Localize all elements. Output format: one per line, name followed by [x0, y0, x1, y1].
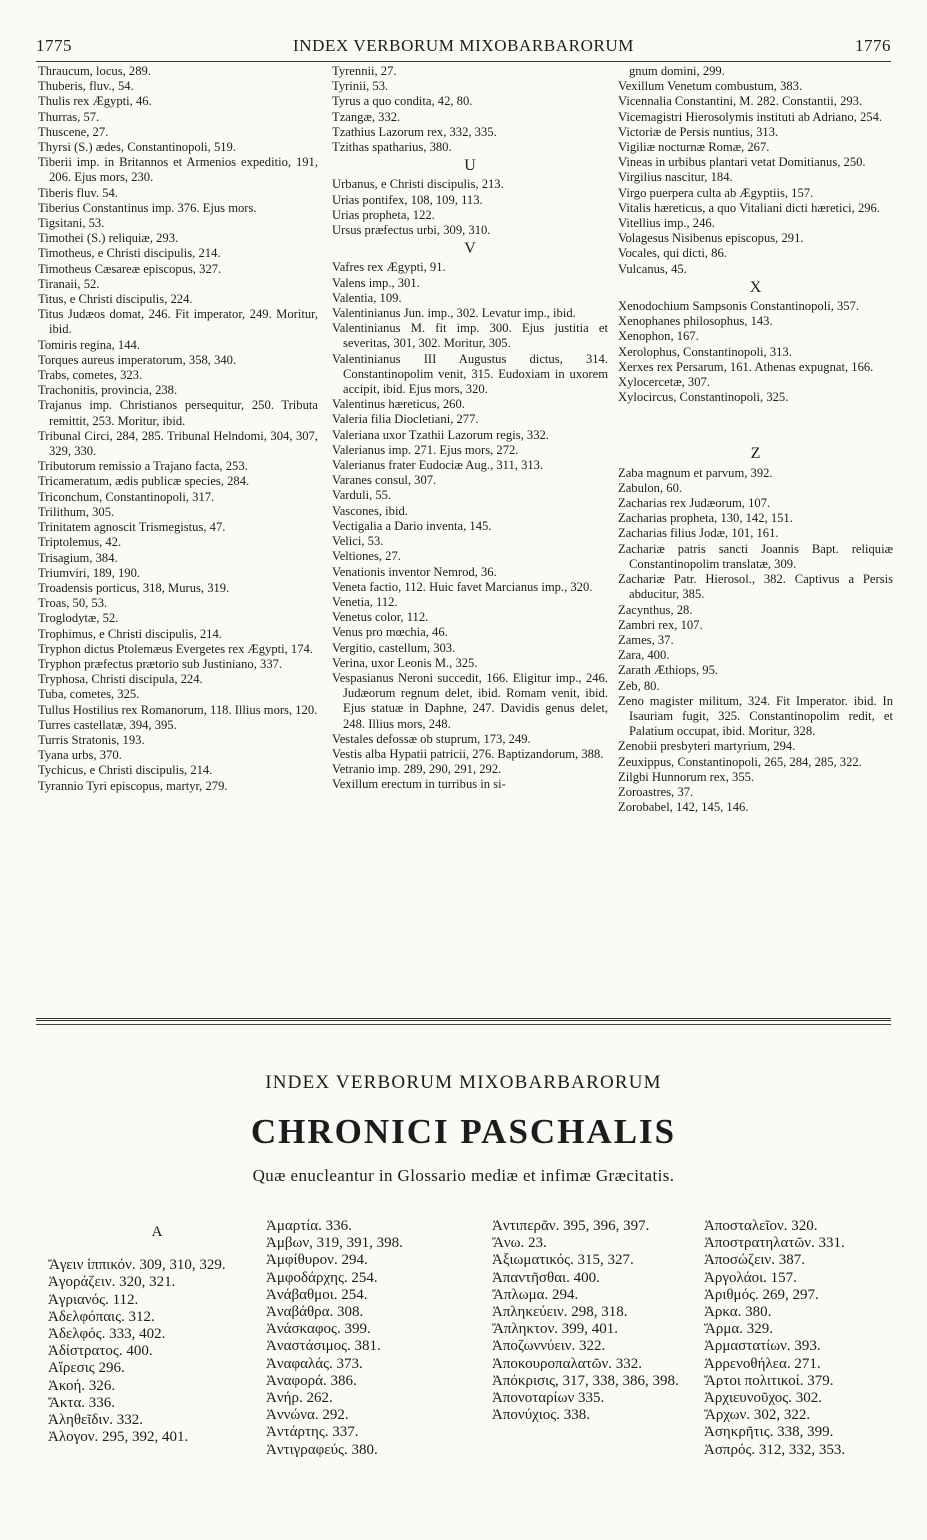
greek-entry: Ἀποζωννύειν. 322. [492, 1338, 606, 1355]
index-entry: Trophimus, e Christi discipulis, 214. [38, 626, 222, 641]
index-entry: Virgo puerpera culta ab Ægyptiis, 157. [618, 185, 814, 200]
index-entry: Tyrannio Tyri episcopus, martyr, 279. [38, 778, 228, 793]
index-entry: Venetus color, 112. [332, 610, 429, 625]
index-entry: Tiberis fluv. 54. [38, 185, 118, 200]
index-entry: Vexillum erectum in turribus in si- [332, 777, 506, 792]
index-entry: Turres castellatæ, 394, 395. [38, 717, 177, 732]
index-entry: Tiranaii, 52. [38, 276, 100, 291]
index-entry: Zoroastres, 37. [618, 784, 694, 799]
greek-entry: Ἀναφορά. 386. [266, 1372, 357, 1389]
index-entry: Troadensis porticus, 318, Murus, 319. [38, 580, 230, 595]
header-rule [36, 61, 891, 62]
index-entry: Venationis inventor Nemrod, 36. [332, 564, 497, 579]
index-entry: Vitellius imp., 246. [618, 216, 715, 231]
running-title: INDEX VERBORUM MIXOBARBARORUM [292, 36, 635, 55]
index-entry: Trachonitis, provincia, 238. [38, 383, 178, 398]
greek-entry: Ἀρχιευνοῦχος. 302. [704, 1390, 822, 1407]
greek-entry: Ἄνω. 23. [492, 1235, 547, 1252]
index-entry: Xenophon, 167. [618, 329, 699, 344]
greek-entry: Ἀξιωματικός. 315, 327. [492, 1252, 634, 1269]
index-entry: Urias propheta, 122. [332, 207, 435, 222]
index-entry: Trabs, cometes, 323. [38, 368, 143, 383]
index-entry: Vetranio imp. 289, 290, 291, 292. [332, 762, 502, 777]
index-entry: Ursus præfectus urbi, 309, 310. [332, 223, 491, 238]
index-entry: Tribunal Circi, 284, 285. Tribunal Helndomi, 304, 307, 329, 330. [38, 428, 318, 459]
section-title: CHRONICI PASCHALIS [250, 1112, 677, 1151]
greek-entry: Ἄρτοι πολιτικοί. 379. [704, 1372, 834, 1389]
index-entry: Tyrinii, 53. [332, 79, 389, 94]
index-entry: Vigiliæ nocturnæ Romæ, 267. [618, 140, 770, 155]
index-entry: Tiberii imp. in Britannos et Armenios expeditio, 191, 206. Ejus mors, 230. [38, 155, 318, 185]
index-entry: Troglodytæ, 52. [38, 611, 119, 626]
index-column-2 [328, 64, 614, 1002]
index-entry: Vascones, ibid. [332, 503, 408, 518]
greek-entry: Ἀνάβαθμοι. 254. [266, 1286, 368, 1303]
index-entry: Vitalis hæreticus, a quo Vitaliani dicti hæretici, 296. [618, 200, 880, 215]
index-entry: Venetia, 112. [332, 594, 398, 609]
greek-entry: Ἀνήρ. 262. [266, 1390, 333, 1407]
greek-index-columns [48, 1218, 898, 1518]
index-entry: Tzathius Lazorum rex, 332, 335. [332, 124, 497, 139]
greek-entry: Ἀδελφός. 333, 402. [48, 1326, 166, 1343]
index-entry: Xenodochium Sampsonis Constantinopoli, 357. [618, 299, 860, 314]
index-entry: Zacharias rex Judæorum, 107. [618, 496, 771, 511]
greek-entry: Ἀπονοταρίων 335. [492, 1390, 605, 1407]
page-number-right: 1776 [854, 36, 891, 55]
index-entry: Trisagium, 384. [38, 550, 118, 565]
section-letter-x: X [749, 278, 762, 296]
greek-entry: Ἀναστάσιμος. 381. [266, 1338, 381, 1355]
greek-entry: Ἀνάσκαφος. 399. [266, 1321, 371, 1338]
greek-entry: Ἀρμαστατίων. 393. [704, 1338, 821, 1355]
index-entry: Zacharias filius Jodæ, 101, 161. [618, 526, 779, 541]
index-entry: Zilgbi Hunnorum rex, 355. [618, 769, 755, 784]
index-entry: Trajanus imp. Christianos persequitur, 250. Tributa remittit, 253. Moritur, ibid. [38, 398, 318, 428]
greek-entry: Ἀγοράζειν. 320, 321. [48, 1274, 176, 1291]
index-entry: Valens imp., 301. [332, 275, 420, 290]
greek-entry: Ἀδίστρατος. 400. [48, 1343, 153, 1360]
greek-entry: Ἀπαντῆσθαι. 400. [492, 1269, 600, 1286]
index-entry: Zorobabel, 142, 145, 146. [618, 800, 749, 815]
greek-entry: Ἀμφίθυρον. 294. [266, 1252, 368, 1269]
index-entry: Vocales, qui dicti, 86. [618, 246, 727, 261]
index-entry: Timothei (S.) reliquiæ, 293. [38, 231, 179, 246]
greek-entry: Ἀννώνα. 292. [266, 1407, 349, 1424]
greek-entry: Ἀπόκρισις, 317, 338, 386, 398. [492, 1372, 679, 1389]
greek-entry: Ἀντιγραφεύς. 380. [266, 1441, 378, 1458]
greek-entry: Ἀλογον. 295, 392, 401. [48, 1429, 189, 1446]
index-entry: Valentinianus M. fit imp. 300. Ejus justitia et severitas, 301, 302. Moritur, 305. [332, 321, 608, 351]
greek-entry: Ἀργολάοι. 157. [704, 1269, 797, 1286]
greek-entry: Ἀπονύχιος. 338. [492, 1407, 590, 1424]
index-entry: Thulis rex Ægypti, 46. [38, 94, 152, 109]
index-entry: Triconchum, Constantinopoli, 317. [38, 489, 215, 504]
index-entry: Verina, uxor Leonis M., 325. [332, 655, 478, 670]
index-entry: Urias pontifex, 108, 109, 113. [332, 192, 483, 207]
index-entry: Vineas in urbibus plantari vetat Domitianus, 250. [618, 155, 866, 170]
index-entry: Victoriæ de Persis nuntius, 313. [618, 124, 779, 139]
index-entry: Virgilius nascitur, 184. [618, 170, 733, 185]
index-entry: Zabulon, 60. [618, 480, 683, 495]
greek-entry: Ἀκοή. 326. [48, 1377, 116, 1394]
index-entry: Vicennalia Constantini, M. 282. Constantii, 293. [618, 94, 863, 109]
index-entry: Zachariæ patris sancti Joannis Bapt. reliquiæ Constantinopolim translatæ, 309. [618, 541, 893, 571]
index-entry: Tomiris regina, 144. [38, 337, 140, 352]
index-entry: Volagesus Nisibenus episcopus, 291. [618, 231, 804, 246]
index-entry: Varduli, 55. [332, 488, 392, 503]
index-entry: Tricameratum, ædis publicæ species, 284. [38, 474, 250, 489]
index-entry: Tzithas spatharius, 380. [332, 140, 452, 155]
section-letter-v: V [464, 240, 476, 258]
index-entry: Troas, 50, 53. [38, 596, 108, 611]
index-entry: Triumviri, 189, 190. [38, 565, 141, 580]
index-entry: Tzangæ, 332. [332, 109, 401, 124]
index-entry: Urbanus, e Christi discipulis, 213. [332, 177, 504, 192]
index-entry: Zeno magister militum, 324. Fit Imperator. ibid. In Isauriam fugit, 325. Constantinopolim redit, et Palatium occupat, ibid. Moritur, 328. [618, 693, 893, 739]
greek-column-3 [492, 1218, 704, 1518]
index-entry: Xenophanes philosophus, 143. [618, 314, 773, 329]
index-entry: Tuba, cometes, 325. [38, 687, 140, 702]
index-entry: Valeria filia Diocletiani, 277. [332, 412, 479, 427]
greek-entry: Αἵρεσις 296. [48, 1360, 125, 1377]
section-letter-u: U [464, 157, 476, 175]
page-number-left: 1775 [36, 36, 72, 55]
index-entry: Trinitatem agnoscit Trismegistus, 47. [38, 520, 226, 535]
index-entry: Triptolemus, 42. [38, 535, 122, 550]
index-entry: Tullus Hostilius rex Romanorum, 118. Illius mors, 120. [38, 702, 318, 717]
index-entry: Zeuxippus, Constantinopoli, 265, 284, 285, 322. [618, 754, 862, 769]
index-entry: Varanes consul, 307. [332, 473, 437, 488]
index-entry: Xylocercetæ, 307. [618, 375, 710, 390]
index-entry: Tryphon dictus Ptolemæus Evergetes rex Ægypti, 174. [38, 641, 313, 656]
index-entry: Titus Judæos domat, 246. Fit imperator, 249. Moritur, ibid. [38, 307, 318, 337]
greek-entry: Ἀντιπερᾶν. 395, 396, 397. [492, 1218, 650, 1234]
index-entry: Vexillum Venetum combustum, 383. [618, 79, 803, 94]
index-entry: Vicemagistri Hierosolymis instituti ab Adriano, 254. [618, 109, 883, 124]
greek-entry: Ἀσπρός. 312, 332, 353. [704, 1441, 846, 1458]
index-entry: Velici, 53. [332, 534, 384, 549]
index-entry: Valerianus imp. 271. Ejus mors, 272. [332, 442, 519, 457]
greek-entry: Ἀποκουροπαλατῶν. 332. [492, 1355, 643, 1372]
greek-entry: Ἀποσταλεῖον. 320. [704, 1218, 818, 1234]
greek-entry: Ἀποστρατηλατῶν. 331. [704, 1235, 845, 1252]
index-entry: Vestales defossæ ob stuprum, 173, 249. [332, 731, 531, 746]
index-entry: Thyrsi (S.) ædes, Constantinopoli, 519. [38, 140, 237, 155]
index-entry: Vafres rex Ægypti, 91. [332, 260, 446, 275]
greek-entry: Ἀρρενοθήλεα. 271. [704, 1355, 821, 1372]
greek-entry: Ἀγριανός. 112. [48, 1291, 139, 1308]
index-entry: Vulcanus, 45. [618, 261, 687, 276]
greek-entry: Ἄγειν ἱππικόν. 309, 310, 329. [48, 1257, 226, 1274]
index-entry: Zaba magnum et parvum, 392. [618, 465, 773, 480]
index-entry: Zames, 37. [618, 632, 674, 647]
index-entry: Trilithum, 305. [38, 504, 115, 519]
greek-entry: Ἀριθμός. 269, 297. [704, 1286, 819, 1303]
index-entry: Tryphon præfectus prætorio sub Justiniano, 337. [38, 656, 283, 671]
greek-entry: Ἀδελφόπαις. 312. [48, 1308, 155, 1325]
index-entry: Zacharias propheta, 130, 142, 151. [618, 511, 793, 526]
index-entry: Xerxes rex Persarum, 161. Athenas expugnat, 166. [618, 359, 874, 374]
greek-entry: Ἄκτα. 336. [48, 1394, 116, 1411]
greek-entry: Ἄπλωμα. 294. [492, 1286, 579, 1303]
greek-entry: Ἄπληκτον. 399, 401. [492, 1321, 619, 1338]
index-entry: Tyrennii, 27. [332, 64, 397, 78]
index-entry: Tyrus a quo condita, 42, 80. [332, 94, 473, 109]
greek-column-2 [266, 1218, 492, 1518]
index-entry: Valentinianus III Augustus dictus, 314. Constantinopolim venit, 315. Eudoxiam in uxorem accipit, ibid. Ejus mors, 320. [332, 351, 608, 397]
section-letter-z: Z [750, 445, 761, 463]
index-entry: Valeriana uxor Tzathii Lazorum regis, 332. [332, 427, 549, 442]
greek-entry: Ἀπληκεύειν. 298, 318. [492, 1304, 628, 1321]
index-entry: Valentinianus Jun. imp., 302. Levatur imp., ibid. [332, 306, 576, 321]
greek-entry: Ἀμφοδάρχης. 254. [266, 1269, 378, 1286]
greek-entry: Ἀληθεῖδιν. 332. [48, 1412, 143, 1429]
index-entry: Vestis alba Hypatii patricii, 276. Baptizandorum, 388. [332, 746, 604, 761]
greek-entry: Ἄρχων. 302, 322. [704, 1407, 811, 1424]
greek-entry: Ἀμβων, 319, 391, 398. [266, 1235, 403, 1252]
index-entry: Tributorum remissio a Trajano facta, 253. [38, 459, 248, 474]
index-entry: Zarath Æthiops, 95. [618, 663, 719, 678]
index-entry: Vectigalia a Dario inventa, 145. [332, 518, 492, 533]
index-column-1 [38, 64, 328, 1002]
index-entry: Veneta factio, 112. Huic favet Marcianus imp., 320. [332, 579, 593, 594]
index-entry: Thurras, 57. [38, 109, 100, 124]
index-entry: Tigsitani, 53. [38, 216, 105, 231]
index-entry: Tryphosa, Christi discipula, 224. [38, 672, 203, 687]
greek-entry: Ἀναβάθρα. 308. [266, 1304, 364, 1321]
index-entry: Vergitio, castellum, 303. [332, 640, 456, 655]
greek-entry: Ἀντάρτης. 337. [266, 1424, 359, 1441]
index-entry: Thuscene, 27. [38, 124, 109, 139]
index-entry: Zara, 400. [618, 648, 670, 663]
section-heading: INDEX VERBORUM MIXOBARBARORUM [265, 1072, 662, 1093]
index-entry: Xylocircus, Constantinopoli, 325. [618, 390, 789, 405]
index-entry: Zachariæ Patr. Hierosol., 382. Captivus a Persis abducitur, 385. [618, 572, 893, 602]
section-subtitle: Quæ enucleantur in Glossario mediæ et infimæ Græcitatis. [252, 1166, 675, 1185]
index-entry: Valentia, 109. [332, 290, 402, 305]
greek-letter-heading: A [151, 1224, 163, 1240]
index-entry: Valentinus hæreticus, 260. [332, 397, 465, 412]
index-entry: Thraucum, locus, 289. [38, 64, 151, 78]
section-separator-thin [36, 1024, 891, 1025]
greek-entry: Ἀσηκρῆτις. 338, 399. [704, 1424, 834, 1441]
index-entry: Zambri rex, 107. [618, 617, 703, 632]
greek-entry: Ἀμαρτία. 336. [266, 1218, 352, 1234]
greek-entry: Ἀρκα. 380. [704, 1304, 772, 1321]
index-entry: Timotheus Cæsareæ episcopus, 327. [38, 261, 222, 276]
index-entry: Valerianus frater Eudociæ Aug., 311, 313. [332, 458, 544, 473]
greek-entry: Ἀποσώζειν. 387. [704, 1252, 805, 1269]
index-entry: Zacynthus, 28. [618, 602, 693, 617]
index-entry: Zeb, 80. [618, 678, 660, 693]
greek-entry: Ἅρμα. 329. [704, 1321, 774, 1338]
index-entry: Vespasianus Neroni succedit, 166. Eligitur imp., 246. Judæorum regnum delet, ibid. Romam venit, ibid. Ejus statuæ in Daphne, 247. Davidis genus delet, 248. Illius mors, 248. [332, 670, 608, 731]
latin-index-columns [38, 64, 893, 1002]
index-entry: Timotheus, e Christi discipulis, 214. [38, 246, 221, 261]
index-entry: Titus, e Christi discipulis, 224. [38, 292, 193, 307]
index-entry: Veltiones, 27. [332, 549, 401, 564]
greek-column-1 [48, 1218, 266, 1518]
index-entry: Tychicus, e Christi discipulis, 214. [38, 763, 213, 778]
greek-entry: Ἀναφαλάς. 373. [266, 1355, 363, 1372]
greek-column-4 [704, 1218, 898, 1518]
index-column-3 [614, 64, 893, 1002]
index-entry: Turris Stratonis, 193. [38, 732, 145, 747]
index-entry: Thuberis, fluv., 54. [38, 79, 134, 94]
index-entry: Tiberius Constantinus imp. 376. Ejus mors. [38, 200, 257, 215]
index-entry: Torques aureus imperatorum, 358, 340. [38, 352, 237, 367]
index-entry: Zenobii presbyteri martyrium, 294. [618, 739, 796, 754]
index-entry: Tyana urbs, 370. [38, 748, 122, 763]
index-entry: Xerolophus, Constantinopoli, 313. [618, 344, 792, 359]
page-header [36, 36, 891, 60]
index-entry-continuation: gnum domini, 299. [629, 64, 725, 78]
index-entry: Venus pro mœchia, 46. [332, 625, 448, 640]
